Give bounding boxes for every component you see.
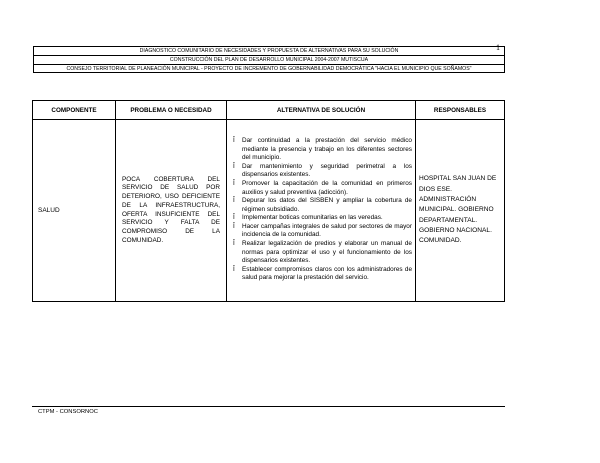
list-item: Ī Dar mantenimiento y seguridad perimetral a los dispensarios existentes. [233,162,412,179]
column-header-alternativa: ALTERNATIVA DE SOLUCIÓN [227,101,416,120]
document-title: DIAGNOSTICO COMUNITARIO DE NECESIDADES Y PROPUESTA DE ALTERNATIVAS PARA SU SOLUCIÓN [33,46,505,55]
table-row [33,120,505,302]
bullet-icon: Ī [233,222,235,230]
table-header-row [33,101,505,120]
alternatives-list [227,137,412,283]
bullet-icon: Ī [233,197,235,205]
bullet-icon: Ī [233,240,235,248]
list-item: Ī Hacer campañas integrales de salud por sectores de mayor incidencia de la comunidad. [233,222,412,239]
list-item: Ī Implementar boticas comunitarias en las veredas. [233,214,383,222]
bullet-icon: Ī [233,136,235,144]
page-number: 1 [496,43,500,52]
document-subtitle: CONSTRUCCIÓN DEL PLAN DE DESARROLLO MUNICIPAL 2004-2007 MUTISCUA [33,55,505,64]
cell-problema: POCA COBERTURA DEL SERVICIO DE SALUD POR DETERIORO, USO DEFICIENTE DE LA INFRAESTRUCTURA, OFERTA INSUFICIENTE DEL SERVICIO Y FALTA DE COMPROMISO DE LA COMUNIDAD. [116,120,227,302]
list-item: Ī Dar continuidad a la prestación del servicio médico mediante la presencia y trabajo en los diferentes sectores del municipio. [233,136,412,162]
list-item: Ī Realizar legalización de predios y elaborar un manual de normas para optimizar el uso y el funcionamiento de los dispensarios existentes. [233,240,412,265]
footer-text: CTPM - CONSORNOC [38,409,98,415]
footer-divider [32,406,505,407]
bullet-icon: Ī [233,265,235,273]
list-item: Ī Establecer compromisos claros con los administradores de salud para mejorar la prestación del servicio. [233,265,412,282]
column-header-componente: COMPONENTE [33,101,116,120]
column-header-responsables: RESPONSABLES [416,101,505,120]
cell-responsables: HOSPITAL SAN JUAN DE DIOS ESE. ADMINISTRACIÓN MUNICIPAL. GOBIERNO DEPARTAMENTAL. GOBIERNO NACIONAL. COMUNIDAD. [416,120,505,302]
cell-alternativas [227,120,416,302]
bullet-icon: Ī [233,214,235,222]
document-council-line: CONSEJO TERRITORIAL DE PLANEACIÓN MUNICIPAL - PROYECTO DE INCREMENTO DE GOBERNABILIDAD DEMOCRÁTICA "HACIA EL MUNICIPIO QUE SOÑAMOS" [33,64,505,73]
bullet-icon: Ī [233,179,235,187]
needs-table [32,100,505,302]
list-item: Ī Promover la capacitación de la comunidad en primeros auxilios y salud preventiva (adicción). [233,179,412,196]
list-item: Ī Depurar los datos del SISBEN y ampliar la cobertura de régimen subsidiado. [233,197,412,213]
bullet-icon: Ī [233,162,235,170]
cell-componente: SALUD [33,120,116,302]
column-header-problema: PROBLEMA O NECESIDAD [116,101,227,120]
